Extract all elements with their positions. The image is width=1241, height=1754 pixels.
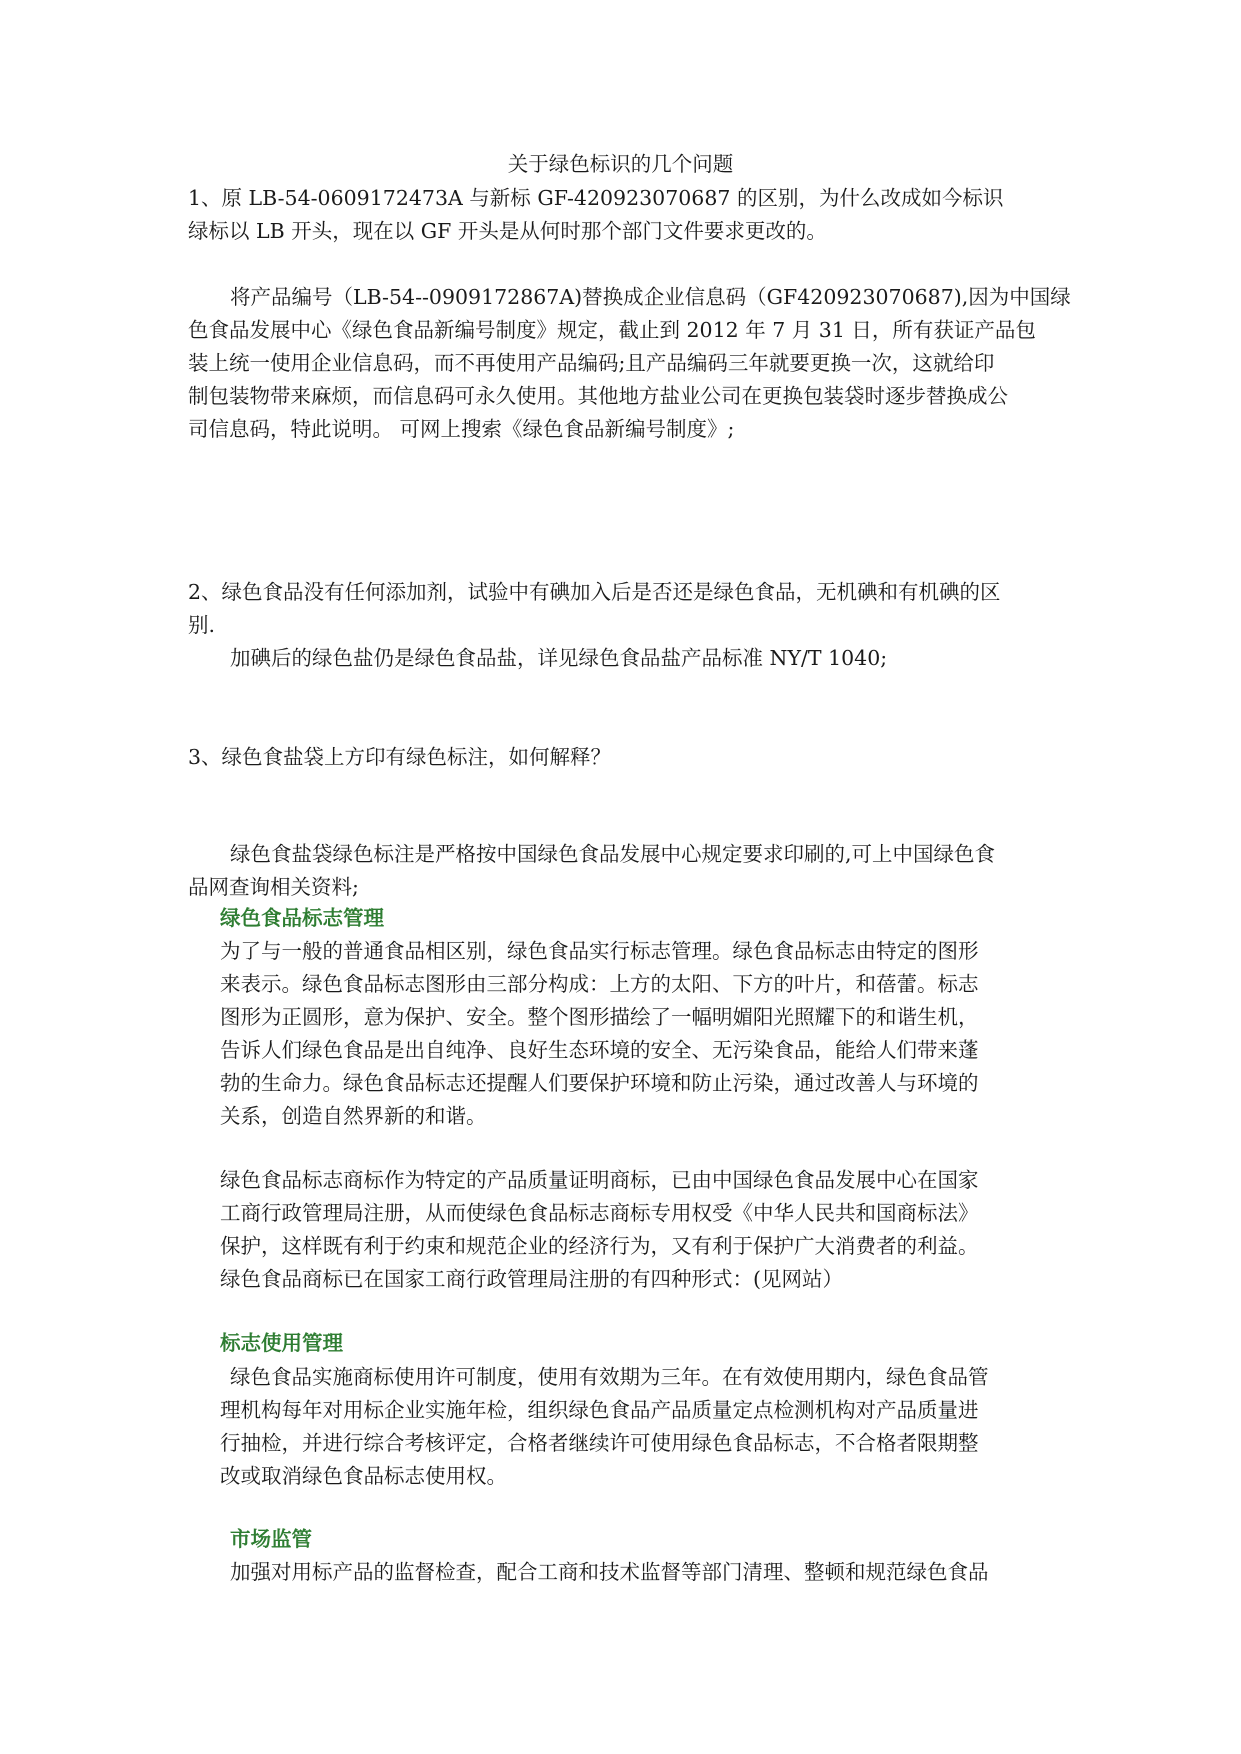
question-1-line: 1、原 LB-54-0609172473A 与新标 GF-420923070687 的区别，为什么改成如今标识 bbox=[188, 186, 1004, 210]
section-1-paragraph-2 bbox=[220, 1164, 979, 1296]
question-2-line: 别. bbox=[188, 613, 216, 637]
paragraph-line: 绿色食品实施商标使用许可制度，使用有效期为三年。在有效使用期内，绿色食品管 bbox=[230, 1365, 989, 1389]
answer-1-line: 制包装物带来麻烦，而信息码可永久使用。其他地方盐业公司在更换包装袋时逐步替换成公 bbox=[188, 384, 1008, 408]
answer-1-line: 将产品编号（LB-54--0909172867A)替换成企业信息码（GF420923070687),因为中国绿 bbox=[230, 285, 1071, 309]
question-3 bbox=[188, 741, 611, 774]
paragraph-line: 图形为正圆形，意为保护、安全。整个图形描绘了一幅明媚阳光照耀下的和谐生机， bbox=[220, 1005, 979, 1029]
paragraph-line: 改或取消绿色食品标志使用权。 bbox=[220, 1464, 507, 1488]
paragraph-line: 保护，这样既有利于约束和规范企业的经济行为，又有利于保护广大消费者的利益。 bbox=[220, 1234, 979, 1258]
paragraph-line: 绿色食品商标已在国家工商行政管理局注册的有四种形式：(见网站） bbox=[220, 1267, 843, 1291]
answer-3 bbox=[188, 838, 995, 904]
question-2 bbox=[188, 576, 1001, 642]
paragraph-line: 理机构每年对用标企业实施年检，组织绿色食品产品质量定点检测机构对产品质量进 bbox=[220, 1398, 979, 1422]
question-2-line: 2、绿色食品没有任何添加剂，试验中有碘加入后是否还是绿色食品，无机碘和有机碘的区 bbox=[188, 580, 1001, 604]
question-1 bbox=[188, 182, 1003, 248]
paragraph-line: 告诉人们绿色食品是出自纯净、良好生态环境的安全、无污染食品，能给人们带来蓬 bbox=[220, 1038, 979, 1062]
paragraph-line: 勃的生命力。绿色食品标志还提醒人们要保护环境和防止污染，通过改善人与环境的 bbox=[220, 1071, 979, 1095]
paragraph-line: 加强对用标产品的监督检查，配合工商和技术监督等部门清理、整顿和规范绿色食品 bbox=[230, 1560, 989, 1584]
document-title: 关于绿色标识的几个问题 bbox=[507, 152, 734, 176]
question-1-line: 绿标以 LB 开头，现在以 GF 开头是从何时那个部门文件要求更改的。 bbox=[188, 219, 827, 243]
section-2-paragraph bbox=[220, 1361, 989, 1493]
section-3-paragraph bbox=[230, 1556, 989, 1589]
section-heading-market-supervision: 市场监管 bbox=[230, 1527, 312, 1551]
answer-3-line: 品网查询相关资料; bbox=[188, 875, 359, 899]
section-heading-usage-management: 标志使用管理 bbox=[220, 1331, 343, 1355]
section-1-paragraph-1 bbox=[220, 935, 979, 1133]
answer-2 bbox=[230, 642, 887, 675]
paragraph-line: 为了与一般的普通食品相区别，绿色食品实行标志管理。绿色食品标志由特定的图形 bbox=[220, 939, 979, 963]
paragraph-line: 绿色食品标志商标作为特定的产品质量证明商标，已由中国绿色食品发展中心在国家 bbox=[220, 1168, 979, 1192]
answer-3-line: 绿色食盐袋绿色标注是严格按中国绿色食品发展中心规定要求印刷的,可上中国绿色食 bbox=[230, 842, 996, 866]
answer-1-line: 司信息码，特此说明。 可网上搜索《绿色食品新编号制度》; bbox=[188, 417, 735, 441]
answer-2-line: 加碘后的绿色盐仍是绿色食品盐，详见绿色食品盐产品标准 NY/T 1040; bbox=[230, 646, 888, 670]
paragraph-line: 工商行政管理局注册，从而使绿色食品标志商标专用权受《中华人民共和国商标法》 bbox=[220, 1201, 979, 1225]
section-heading-logo-management: 绿色食品标志管理 bbox=[220, 906, 384, 930]
answer-1 bbox=[188, 281, 1071, 446]
question-3-line: 3、绿色食盐袋上方印有绿色标注，如何解释？ bbox=[188, 745, 612, 769]
paragraph-line: 关系，创造自然界新的和谐。 bbox=[220, 1104, 487, 1128]
paragraph-line: 来表示。绿色食品标志图形由三部分构成：上方的太阳、下方的叶片，和蓓蕾。标志 bbox=[220, 972, 979, 996]
answer-1-line: 色食品发展中心《绿色食品新编号制度》规定，截止到 2012 年 7 月 31 日，所有获证产品包 bbox=[188, 318, 1036, 342]
answer-1-line: 装上统一使用企业信息码，而不再使用产品编码;且产品编码三年就要更换一次，这就给印 bbox=[188, 351, 995, 375]
paragraph-line: 行抽检，并进行综合考核评定，合格者继续许可使用绿色食品标志，不合格者限期整 bbox=[220, 1431, 979, 1455]
